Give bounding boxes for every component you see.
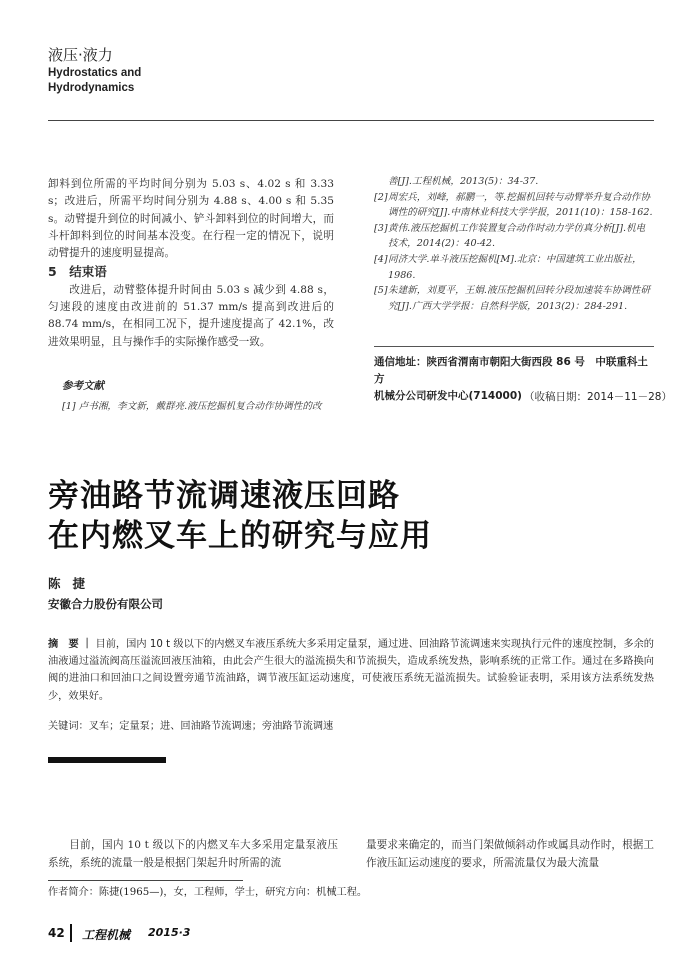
reference-2: [2] 周宏兵，刘峰，郝鹏一，等.挖掘机回转与动臂举升复合动作协调性的研究[J].中南林业科技大学学报，2011(10)：158-162. xyxy=(374,191,653,219)
body-left-column: 目前，国内 10 t 级以下的内燃叉车大多采用定量泵液压系统，系统的流量一般是根据门架起升时所需的流 xyxy=(48,839,338,869)
abstract xyxy=(48,636,654,705)
footnote-divider xyxy=(48,880,243,881)
prev-paragraph-1: 卸料到位所需的平均时间分别为 5.03 s、4.02 s 和 3.33 s；改进后，所需平均时间分别为 4.88 s、4.00 s 和 5.35 s。动臂提升到位的时间减小、铲斗卸料到位的时间增大，而斗杆卸料到位的时间基本没变。在行程一定的情况下，说明动臂提升的速度明显提高。 xyxy=(48,178,334,260)
reference-3: [3] 黄伟.液压挖掘机工作装置复合动作时动力学仿真分析[J].机电技术，2014(2)：40-42. xyxy=(374,222,646,250)
journal-name: 工程机械 xyxy=(82,928,131,942)
header-divider xyxy=(48,120,654,121)
received-date: （收稿日期：2014－11－28） xyxy=(524,391,672,403)
reference-1-line1: [1] 卢书湘，李文新，戴群亮.液压挖掘机复合动作协调性的改 xyxy=(62,401,322,412)
section-header-en-line2: Hydrodynamics xyxy=(48,82,135,94)
reference-1-cont: 善[J].工程机械，2013(5)：34-37. xyxy=(388,176,539,187)
author-name: 陈捷 xyxy=(48,576,98,591)
body-right-column: 量要求来确定的，而当门架做倾斜动作或属具动作时，根据工作液压缸运动速度的要求，所需流量仅为最大流量 xyxy=(366,839,654,869)
abstract-label: 摘 要 xyxy=(48,639,79,650)
address-divider xyxy=(374,346,654,347)
article-title-line1: 旁油路节流调速液压回路 xyxy=(48,478,400,514)
journal-issue: 2015·3 xyxy=(148,926,191,939)
reference-1 xyxy=(62,398,322,412)
footer-separator xyxy=(70,924,72,942)
address-line2: 机械分公司研发中心(714000) xyxy=(374,390,522,402)
section-header-en-line1: Hydrostatics and xyxy=(48,67,142,79)
abstract-text: 目前，国内 10 t 级以下的内燃叉车液压系统大多采用定量泵，通过进、回油路节流调速来实现执行元件的速度控制，多余的油液通过溢流阀高压溢流回液压油箱，由此会产生很大的溢流损失和节流损失，造成系统发热，影响系统的正常工作。通过在多路换向阀的进油口和回油口之间设置旁通节流油路，调节液压缸运动速度，可使液压系统无溢流损失。试验验证表明，采用该方法系统发热少，效果好。 xyxy=(48,639,654,702)
section-header-en xyxy=(48,66,141,96)
author-affiliation: 安徽合力股份有限公司 xyxy=(48,597,163,611)
reference-list xyxy=(374,174,654,314)
article-title-line2: 在内燃叉车上的研究与应用 xyxy=(48,518,432,554)
reference-5: [5] 朱建新，刘夏平，王娟.液压挖掘机回转分段加速装车协调性研究[J].广西大学学报：自然科学版，2013(2)：284-291. xyxy=(374,285,651,312)
prev-article-left-column xyxy=(48,176,334,351)
page-number: 42 xyxy=(48,926,65,940)
references-title: 参考文献 xyxy=(62,380,104,392)
prev-paragraph-2: 改进后，动臂整体提升时间由 5.03 s 减少到 4.88 s，匀速段的速度由改进前的 51.37 mm/s 提高到改进后的 88.74 mm/s，在相同工况下，提升速度提高了 42.1%，改进效果明显，且与操作手的实际操作感受一致。 xyxy=(48,283,334,348)
address-line1: 通信地址：陕西省渭南市朝阳大街西段 86 号 中联重科土方 xyxy=(374,356,648,385)
section-heading-conclusion: 5 结束语 xyxy=(48,264,107,280)
abstract-separator: ｜ xyxy=(81,639,93,650)
keywords: 关键词：叉车；定量泵；进、回油路节流调速；旁油路节流调速 xyxy=(48,721,334,732)
reference-4: [4] 同济大学.单斗液压挖掘机[M].北京：中国建筑工业出版社，1986. xyxy=(374,253,642,281)
article-title xyxy=(48,476,432,556)
section-bar xyxy=(48,757,166,763)
author-bio-footnote: 作者简介：陈捷(1965—)，女，工程师，学士，研究方向：机械工程。 xyxy=(48,887,368,898)
section-header-cn: 液压·液力 xyxy=(48,46,113,64)
